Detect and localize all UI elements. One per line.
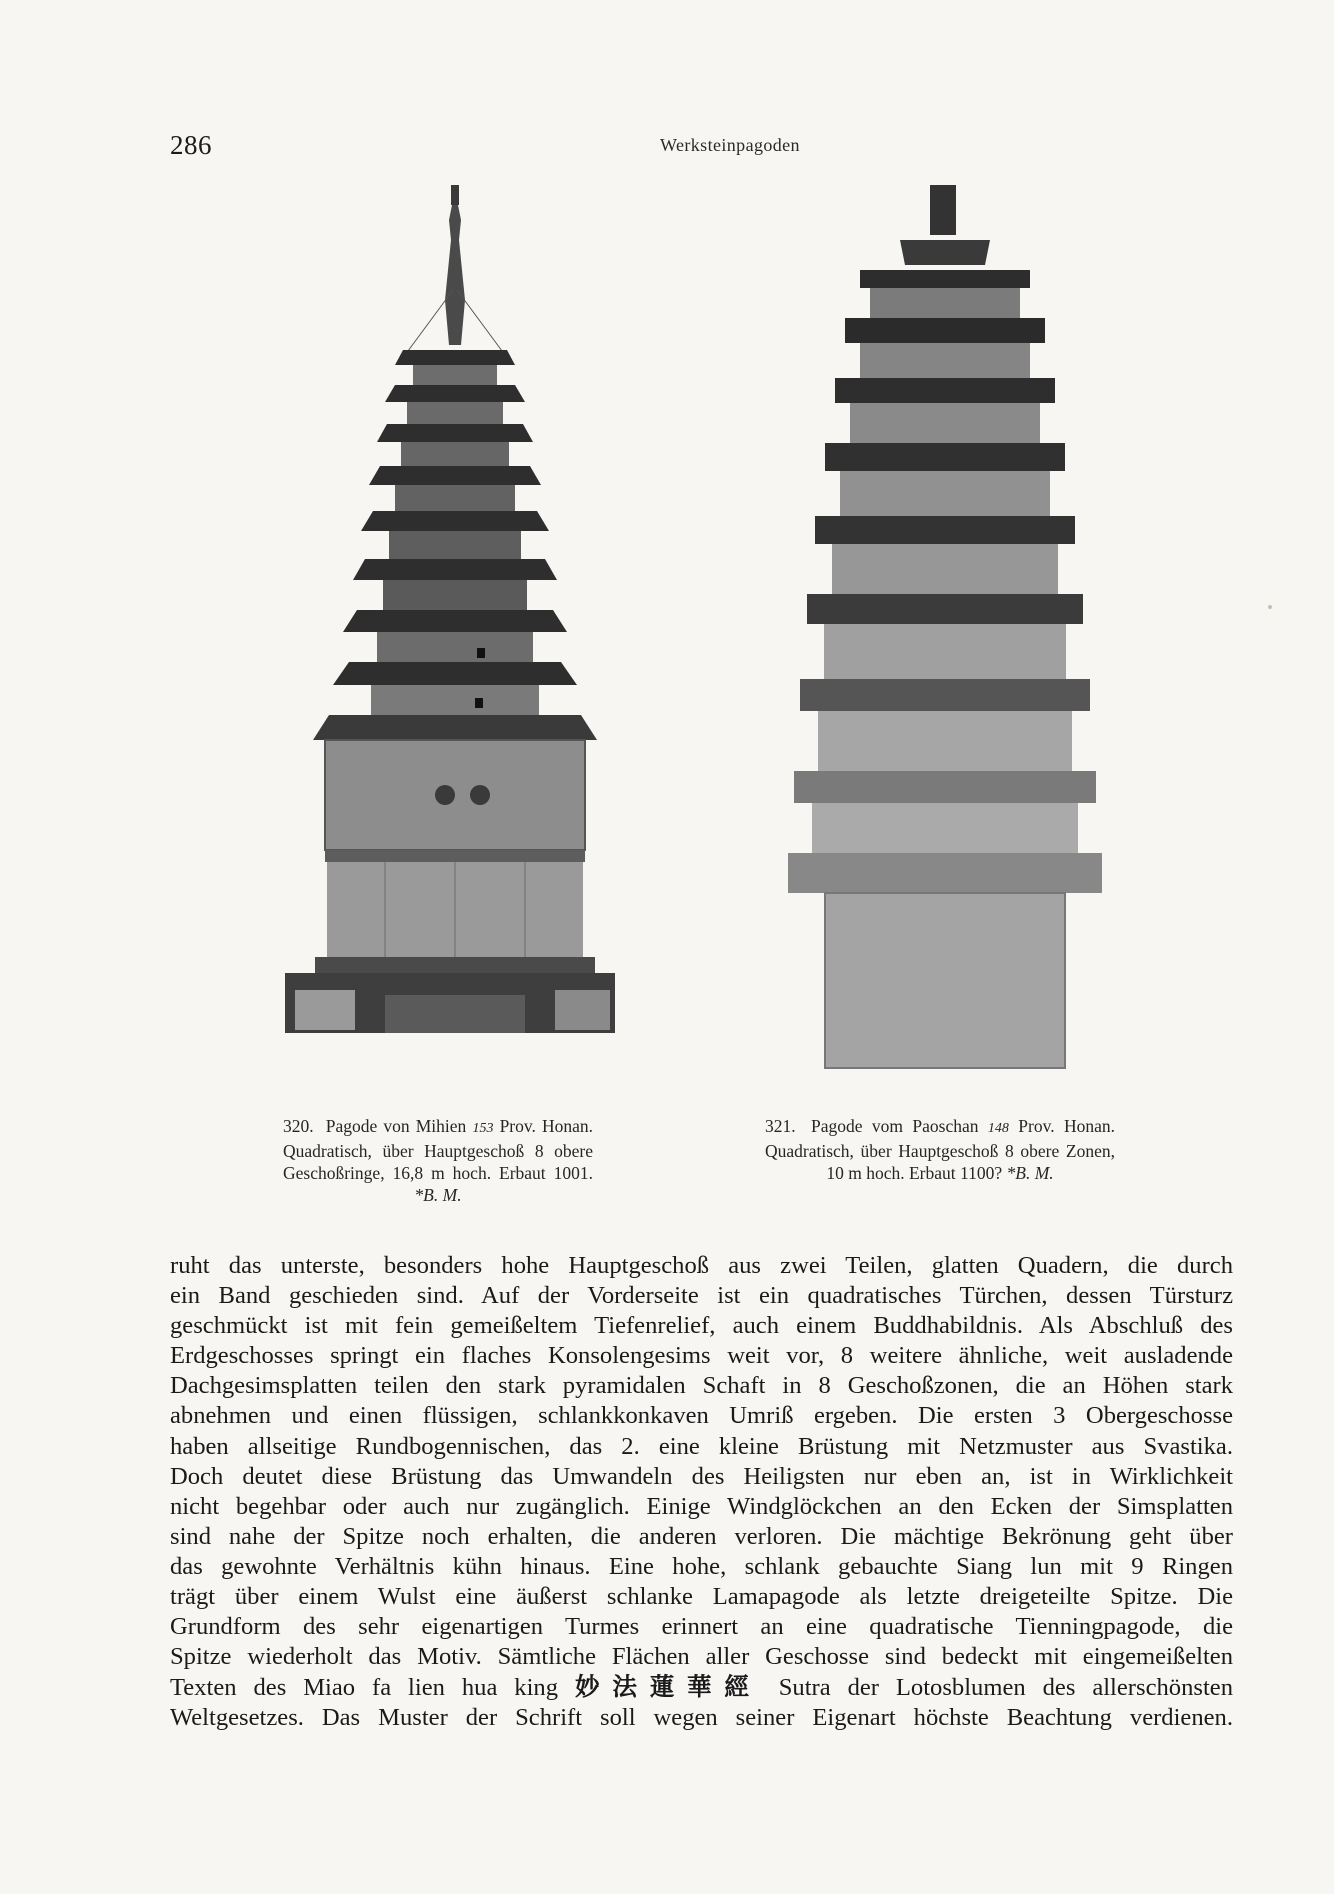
figure-321 <box>765 180 1116 1184</box>
body-line: haben allseitige Rundbogennischen, das 2. eine kleine Brüstung mit Netzmuster aus Svastika. <box>170 1432 1233 1460</box>
body-line: Grundform des sehr eigenartigen Turmes erinnert an eine quadratische Tienningpagode, die <box>170 1613 1233 1641</box>
body-line-post: Sutra der Lotosblumen des allerschönsten <box>778 1674 1233 1702</box>
caption-text-pre: Pagode von Mihien <box>325 1116 467 1136</box>
photo-credit: *B. M. <box>1006 1163 1054 1183</box>
running-title: Werksteinpagoden <box>660 135 800 155</box>
body-line: abnehmen und einen flüssigen, schlankkonkaven Umriß ergeben. Die ersten 3 Obergeschosse <box>170 1402 1233 1430</box>
body-line: Erdgeschosses springt ein flaches Konsolengesims weit vor, 8 weitere ähnliche, weit ausladende <box>170 1342 1233 1370</box>
body-line: nicht begehbar oder auch nur zugänglich. Einige Windglöckchen an den Ecken der Simsplatten <box>170 1492 1233 1520</box>
figure-320 <box>285 180 625 1206</box>
body-line: ein Band geschieden sind. Auf der Vorderseite ist ein quadratisches Türchen, dessen Türsturz <box>170 1282 1233 1310</box>
body-line: Doch deutet diese Brüstung das Umwandeln des Heiligsten nur eben an, ist in Wirklichkeit <box>170 1462 1233 1490</box>
figure-321-caption <box>765 1115 1115 1184</box>
caption-text-post: Prov. Honan. Quadratisch, über Hauptgeschoß 8 obere Geschoßringe, 16,8 m hoch. Erbaut 1001. <box>283 1116 594 1183</box>
photo-credit: *B. M. <box>414 1185 462 1205</box>
location-ref: 153 <box>472 1121 494 1136</box>
body-line: Dachgesimsplatten teilen den stark pyramidalen Schaft in 8 Geschoßzonen, die an Höhen stark <box>170 1372 1233 1400</box>
body-line: das gewohnte Verhältnis kühn hinaus. Eine hohe, schlank gebauchte Siang lun mit 9 Ringen <box>170 1552 1233 1580</box>
body-line: geschmückt ist mit fein gemeißeltem Tiefenrelief, auch einem Buddhabildnis. Als Abschluß des <box>170 1312 1233 1340</box>
body-line-pre: Texten des Miao fa lien hua king <box>170 1674 559 1702</box>
page-number: 286 <box>170 130 212 160</box>
body-line: ruht das unterste, besonders hohe Hauptgeschoß aus zwei Teilen, glatten Quadern, die durch <box>170 1252 1233 1279</box>
body-line-last: Weltgesetzes. Das Muster der Schrift soll wegen seiner Eigenart höchste Beachtung verdienen. <box>170 1704 1233 1732</box>
caption-text-pre: Pagode vom Paoschan <box>811 1116 979 1136</box>
body-line: trägt über einem Wulst eine äußerst schlanke Lamapagode als letzte dreigeteilte Spitze. Die <box>170 1583 1233 1611</box>
figure-320-caption <box>283 1115 593 1206</box>
figure-number: 320. <box>283 1116 314 1136</box>
pagoda-photo-paoschan <box>780 180 1110 1090</box>
body-line: Spitze wiederholt das Motiv. Sämtliche Flächen aller Geschosse sind bedeckt mit eingemeißelten <box>170 1643 1233 1671</box>
body-line-with-chinese <box>170 1672 1233 1703</box>
body-line: sind nahe der Spitze noch erhalten, die anderen verloren. Die mächtige Bekrönung geht über <box>170 1522 1233 1550</box>
location-ref: 148 <box>987 1121 1009 1136</box>
chinese-sutra-title: 妙法蓮華經 <box>574 1672 762 1702</box>
body-text <box>170 1251 1233 1734</box>
caption-text-post: Prov. Honan. Quadratisch, über Hauptgeschoß 8 obere Zonen, 10 m hoch. Erbaut 1100? <box>765 1116 1116 1183</box>
figure-number: 321. <box>765 1116 796 1136</box>
paper-speck <box>1268 605 1272 609</box>
pagoda-photo-mihien <box>285 180 625 1090</box>
